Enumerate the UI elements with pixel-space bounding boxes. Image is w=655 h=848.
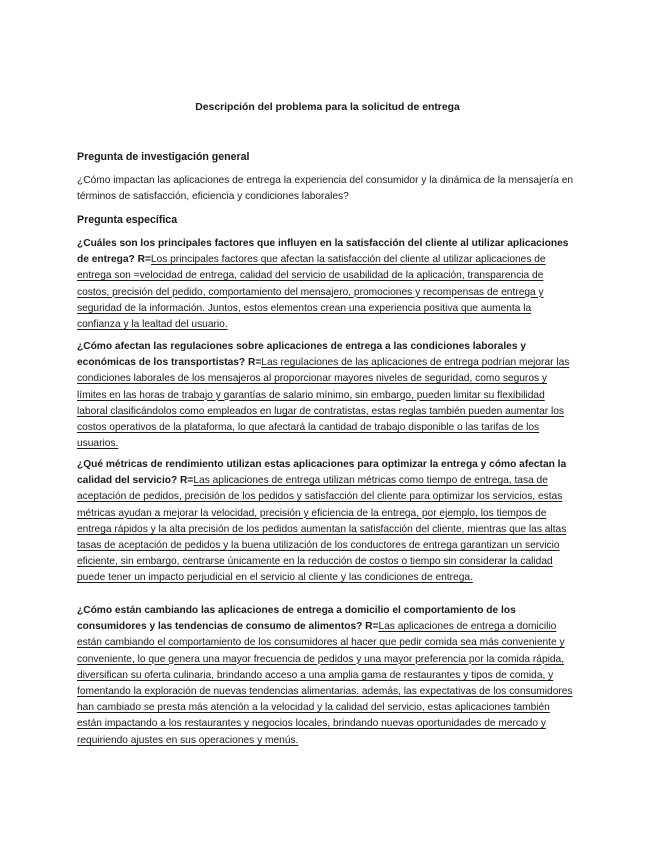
- qa-answer: Las aplicaciones de entrega utilizan métricas como tiempo de entrega, tasa de aceptación de pedidos, precisión de los pedidos y satisfacción del cliente para optimizar los servicios, estas métricas ayudan a mejorar la velocidad, precisión y eficiencia de la entrega, por ejemplo, los tiempos de entrega rápidos y la alta precisión de los pedidos aumentan la satisfacción del cliente, mientras que las altas tasas de aceptación de pedidos y la buena utilización de los conductores de entrega garantizan un servicio eficiente, sin embargo, centrarse únicamente en la reducción de costos o tiempo sin considerar la calidad puede tener un impacto perjudicial en el servicio al cliente y las condiciones de entrega.: [77, 475, 567, 584]
- qa-item: [77, 457, 577, 587]
- qa-answer: Las regulaciones de las aplicaciones de entrega podrían mejorar las condiciones laborales de los mensajeros al proporcionar mayores niveles de seguridad, como seguros y límites en las horas de trabajo y garantías de salario mínimo, sin embargo, pueden limitar su flexibilidad laboral clasificándolos como empleados en lugar de contratistas, estas reglas también pueden aumentar los costos operativos de la plataforma, lo que afectará la cantidad de trabajo disponible o las tarifas de los usuarios.: [77, 357, 570, 450]
- general-question-heading: Pregunta de investigación general: [77, 151, 250, 163]
- document-title: Descripción del problema para la solicitud de entrega: [195, 102, 460, 113]
- qa-question: ¿Cómo están cambiando las aplicaciones de entrega a domicilio el comportamiento de los consumidores y las tendencias de consumo de alimentos? R=: [77, 605, 516, 633]
- specific-question-heading: Pregunta específica: [77, 214, 178, 226]
- qa-item: [77, 236, 577, 333]
- qa-item: [77, 603, 577, 749]
- general-question-text: ¿Cómo impactan las aplicaciones de entrega la experiencia del consumidor y la dinámica de la mensajería en términos de satisfacción, eficiencia y condiciones laborales?: [77, 175, 574, 203]
- qa-answer: Las aplicaciones de entrega a domicilio están cambiando el comportamiento de los consumidores al hacer que pedir comida sea más conveniente y conveniente, lo que genera una mayor frecuencia de pedidos y una mayor preferencia por la comida rápida, diversifican su oferta culinaria, brindando acceso a una amplia gama de restaurantes y tipos de comida, y fomentando la exploración de nuevas tendencias alimentarias. además, las expectativas de los consumidores han cambiado se presta más atención a la velocidad y la calidad del servicio, estas aplicaciones también están impactando a los restaurantes y negocios locales, brindando nuevas oportunidades de mercado y requiriendo ajustes en sus operaciones y menús.: [77, 621, 573, 746]
- qa-question: ¿Qué métricas de rendimiento utilizan estas aplicaciones para optimizar la entrega y cómo afectan la calidad del servicio? R=: [77, 459, 567, 487]
- qa-question: ¿Cómo afectan las regulaciones sobre aplicaciones de entrega a las condiciones laborales y económicas de los transportistas? R=: [77, 341, 526, 369]
- qa-item: [77, 339, 577, 452]
- qa-question: ¿Cuáles son los principales factores que influyen en la satisfacción del cliente al utilizar aplicaciones de entrega? R=: [77, 238, 569, 266]
- qa-answer: Los principales factores que afectan la satisfacción del cliente al utilizar aplicaciones de entrega son =velocidad de entrega, calidad del servicio de usabilidad de la aplicación, transparencia de costos, precisión del pedido, comportamiento del mensajero, promociones y recompensas de entrega y seguridad de la información. Juntos, estos elementos crean una experiencia positiva que aumenta la confianza y la lealtad del usuario.: [77, 254, 546, 331]
